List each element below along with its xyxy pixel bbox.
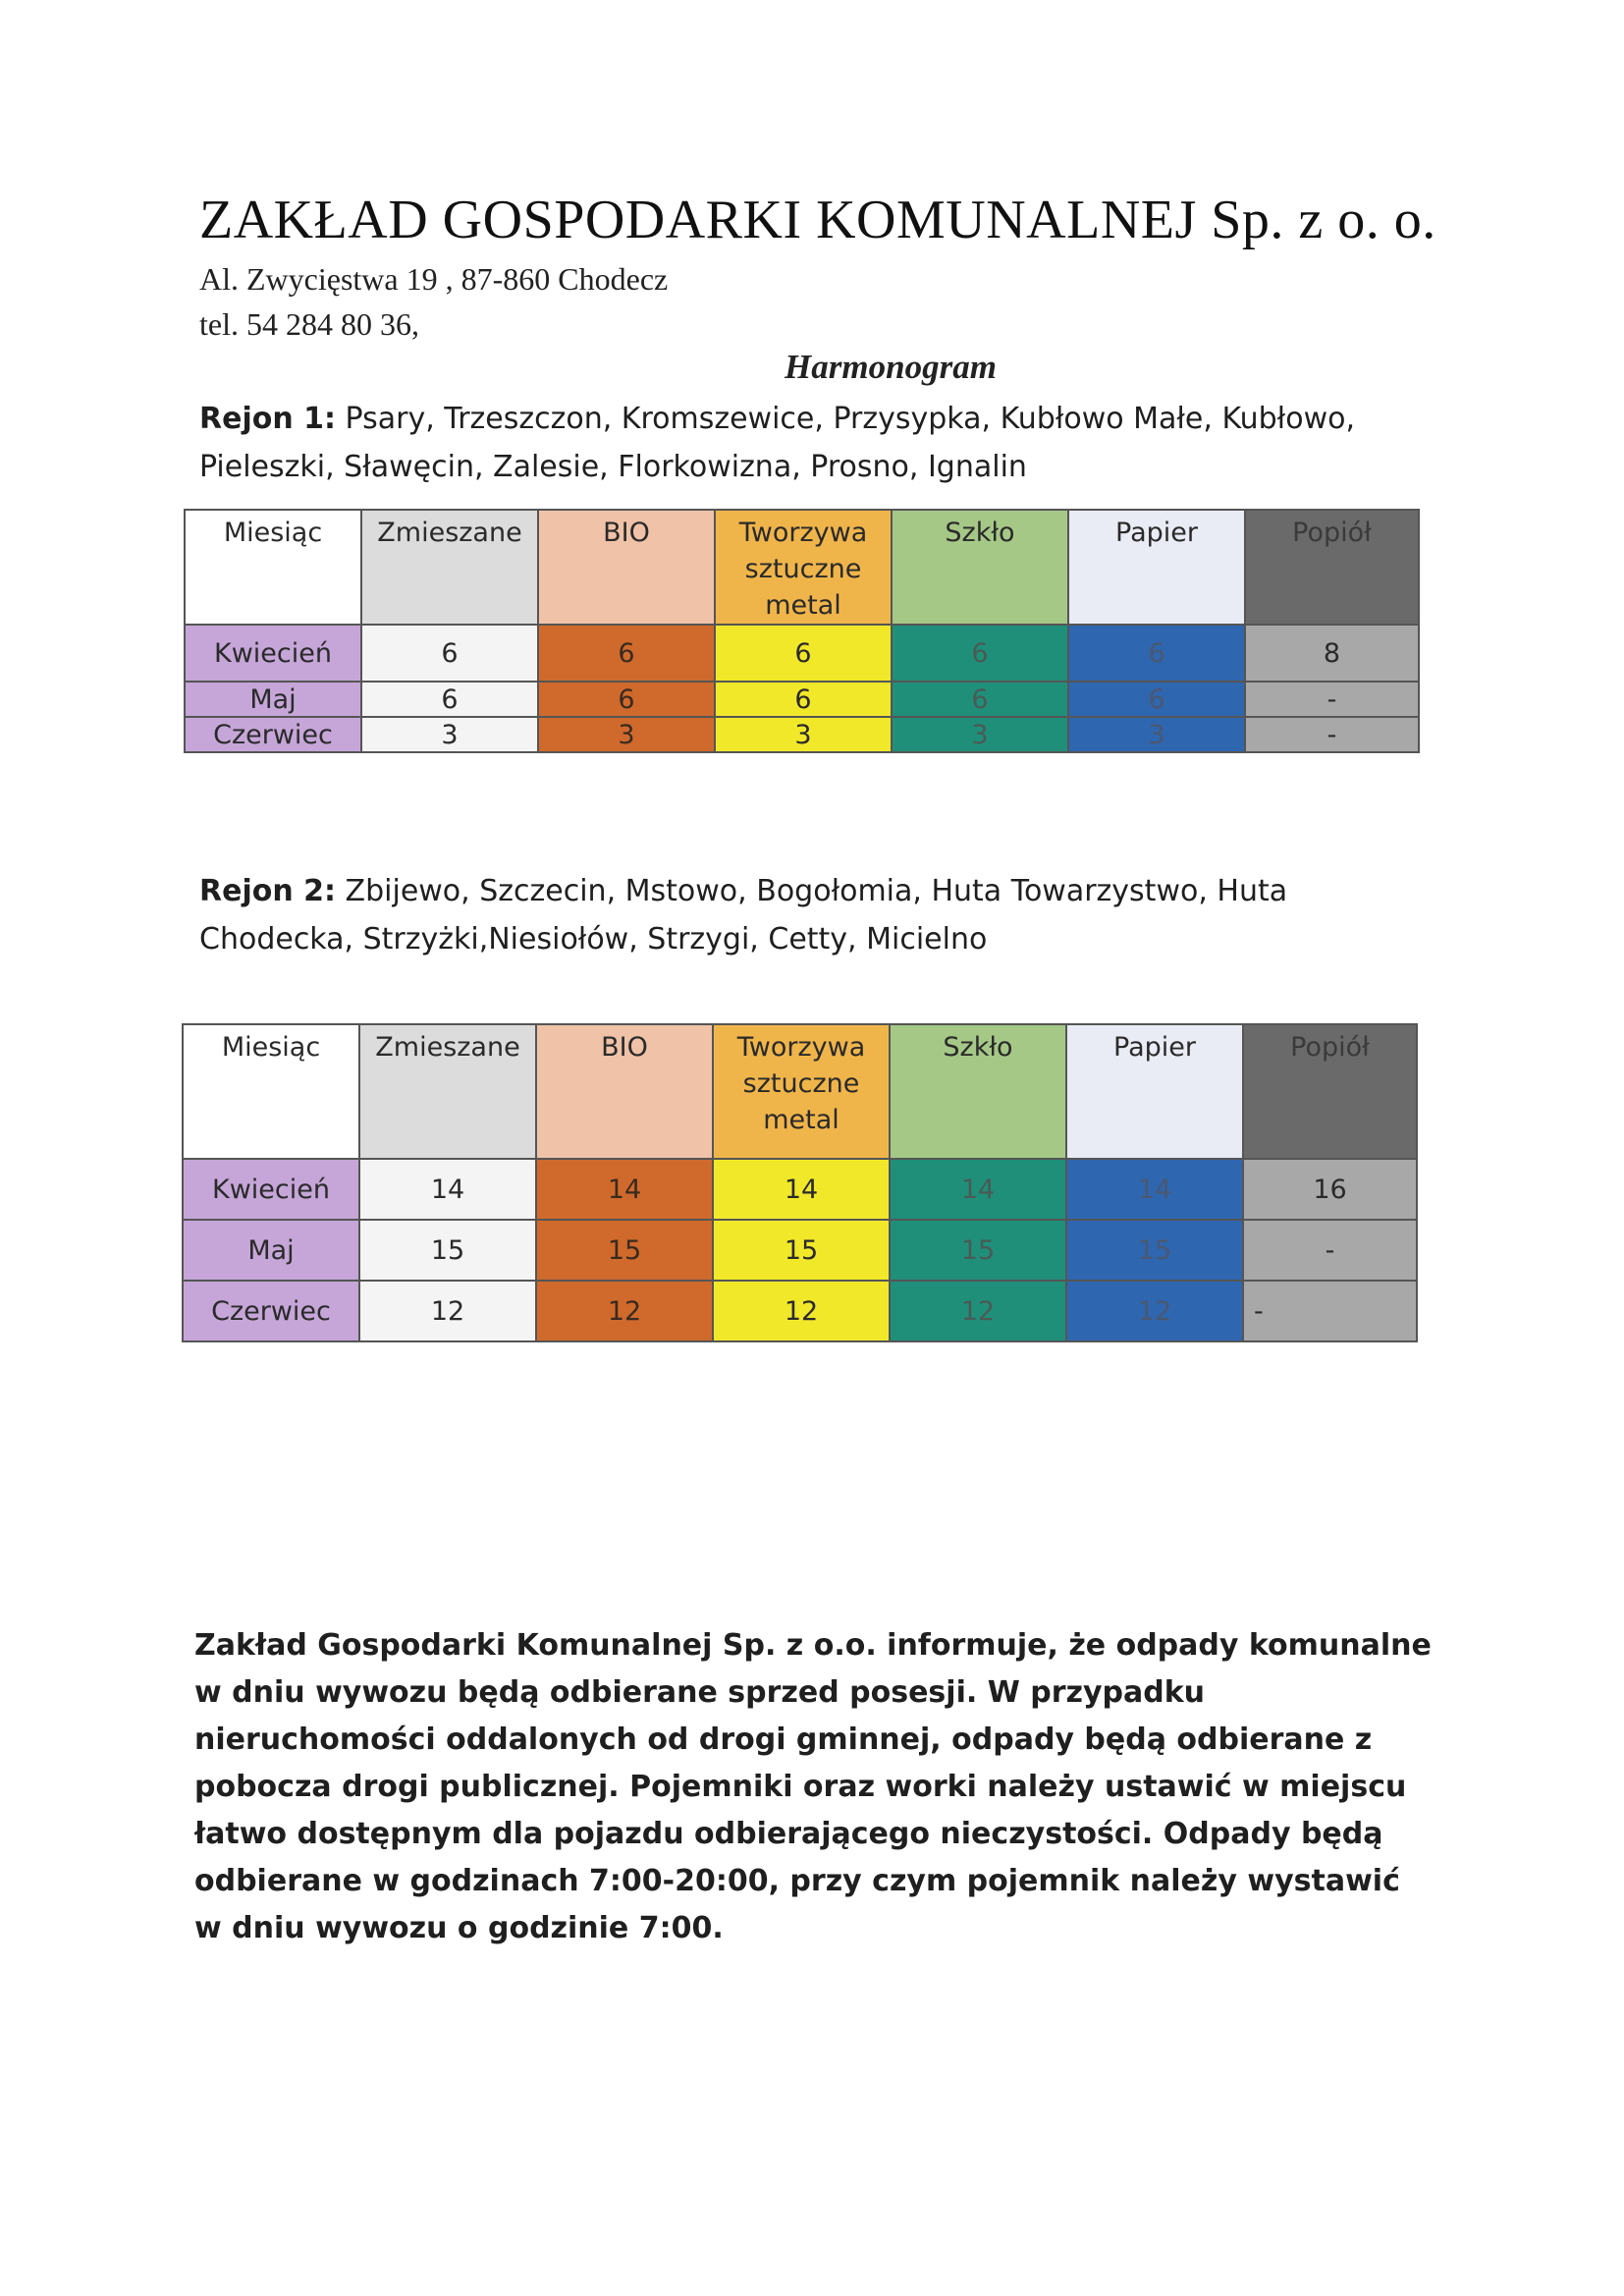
- table-row: [183, 1220, 1417, 1281]
- cell-ash: 16: [1243, 1159, 1417, 1220]
- cell-plastic: 3: [715, 717, 892, 752]
- collection-notice: Zakład Gospodarki Komunalnej Sp. z o.o. informuje, że odpady komunalne w dniu wywozu będą odbierane sprzed posesji. W przypadku nieruchomości oddalonych od drogi gminnej, odpady będą odbierane z pobocza drogi publicznej. Pojemniki oraz worki należy ustawić w miejscu łatwo dostępnym dla pojazdu odbierającego nieczystości. Odpady będą odbierane w godzinach 7:00-20:00, przy czym pojemnik należy wystawić w dniu wywozu o godzinie 7:00.: [194, 1628, 1432, 1945]
- table-header-row: [183, 1024, 1417, 1159]
- cell-paper: 14: [1066, 1159, 1243, 1220]
- table-row: [185, 682, 1419, 717]
- cell-paper: 6: [1068, 682, 1245, 717]
- cell-bio: 12: [536, 1281, 713, 1341]
- header-ash: Popiół: [1245, 510, 1419, 625]
- table-row: [183, 1159, 1417, 1220]
- header-mixed: Zmieszane: [359, 1024, 536, 1159]
- cell-month: Czerwiec: [183, 1281, 359, 1341]
- cell-mixed: 3: [361, 717, 538, 752]
- cell-bio: 14: [536, 1159, 713, 1220]
- cell-ash: -: [1245, 682, 1419, 717]
- cell-glass: 14: [890, 1159, 1066, 1220]
- cell-plastic: 15: [713, 1220, 890, 1281]
- cell-mixed: 6: [361, 625, 538, 682]
- cell-bio: 3: [538, 717, 715, 752]
- header-paper: Papier: [1066, 1024, 1243, 1159]
- region-1-label: Rejon 1:: [199, 402, 337, 436]
- cell-glass: 12: [890, 1281, 1066, 1341]
- cell-plastic: 6: [715, 682, 892, 717]
- header-month: Miesiąc: [183, 1024, 359, 1159]
- header-plastic-line3: metal: [763, 1105, 839, 1135]
- header-plastic-line1: Tworzywa: [736, 1032, 866, 1063]
- header-mixed: Zmieszane: [361, 510, 538, 625]
- header-glass: Szkło: [890, 1024, 1066, 1159]
- cell-mixed: 14: [359, 1159, 536, 1220]
- schedule-table-region-1: [184, 509, 1420, 753]
- header-ash: Popiół: [1243, 1024, 1417, 1159]
- cell-bio: 6: [538, 625, 715, 682]
- cell-paper: 3: [1068, 717, 1245, 752]
- header-month: Miesiąc: [185, 510, 361, 625]
- cell-ash: -: [1245, 717, 1419, 752]
- cell-ash: 8: [1245, 625, 1419, 682]
- cell-month: Kwiecień: [185, 625, 361, 682]
- cell-month: Czerwiec: [185, 717, 361, 752]
- header-plastic: [713, 1024, 890, 1159]
- cell-month: Maj: [183, 1220, 359, 1281]
- region-2-label: Rejon 2:: [199, 874, 337, 908]
- table-row: [185, 717, 1419, 752]
- schedule-title: Harmonogram: [785, 348, 997, 386]
- cell-plastic: 12: [713, 1281, 890, 1341]
- cell-ash: -: [1243, 1281, 1417, 1341]
- cell-mixed: 6: [361, 682, 538, 717]
- company-phone: tel. 54 284 80 36,: [199, 306, 419, 342]
- schedule-table-region-2: [182, 1023, 1418, 1342]
- header-plastic-line2: sztuczne: [744, 554, 862, 584]
- cell-paper: 6: [1068, 625, 1245, 682]
- cell-glass: 6: [892, 625, 1068, 682]
- region-1-description: [199, 395, 1436, 491]
- table-row: [185, 625, 1419, 682]
- cell-mixed: 15: [359, 1220, 536, 1281]
- header-plastic: [715, 510, 892, 625]
- company-name: ZAKŁAD GOSPODARKI KOMUNALNEJ Sp. z o. o.: [199, 190, 1436, 250]
- header-plastic-line1: Tworzywa: [738, 518, 868, 548]
- cell-glass: 15: [890, 1220, 1066, 1281]
- cell-plastic: 14: [713, 1159, 890, 1220]
- cell-bio: 6: [538, 682, 715, 717]
- company-address: Al. Zwycięstwa 19 , 87-860 Chodecz: [199, 261, 669, 297]
- cell-mixed: 12: [359, 1281, 536, 1341]
- table-row: [183, 1281, 1417, 1341]
- cell-plastic: 6: [715, 625, 892, 682]
- header-bio: BIO: [538, 510, 715, 625]
- header-glass: Szkło: [892, 510, 1068, 625]
- cell-bio: 15: [536, 1220, 713, 1281]
- cell-glass: 3: [892, 717, 1068, 752]
- cell-glass: 6: [892, 682, 1068, 717]
- cell-ash: -: [1243, 1220, 1417, 1281]
- region-1-places: Psary, Trzeszczon, Kromszewice, Przysypka, Kubłowo Małe, Kubłowo, Pieleszki, Sławęcin, Zalesie, Florkowizna, Prosno, Ignalin: [199, 402, 1355, 484]
- region-2-description: [199, 867, 1436, 963]
- cell-paper: 15: [1066, 1220, 1243, 1281]
- cell-month: Maj: [185, 682, 361, 717]
- header-paper: Papier: [1068, 510, 1245, 625]
- header-plastic-line3: metal: [765, 590, 841, 621]
- region-2-places: Zbijewo, Szczecin, Mstowo, Bogołomia, Huta Towarzystwo, Huta Chodecka, Strzyżki,Niesiołów, Strzygi, Cetty, Micielno: [199, 874, 1288, 957]
- cell-paper: 12: [1066, 1281, 1243, 1341]
- header-plastic-line2: sztuczne: [742, 1068, 860, 1099]
- cell-month: Kwiecień: [183, 1159, 359, 1220]
- table-header-row: [185, 510, 1419, 625]
- header-bio: BIO: [536, 1024, 713, 1159]
